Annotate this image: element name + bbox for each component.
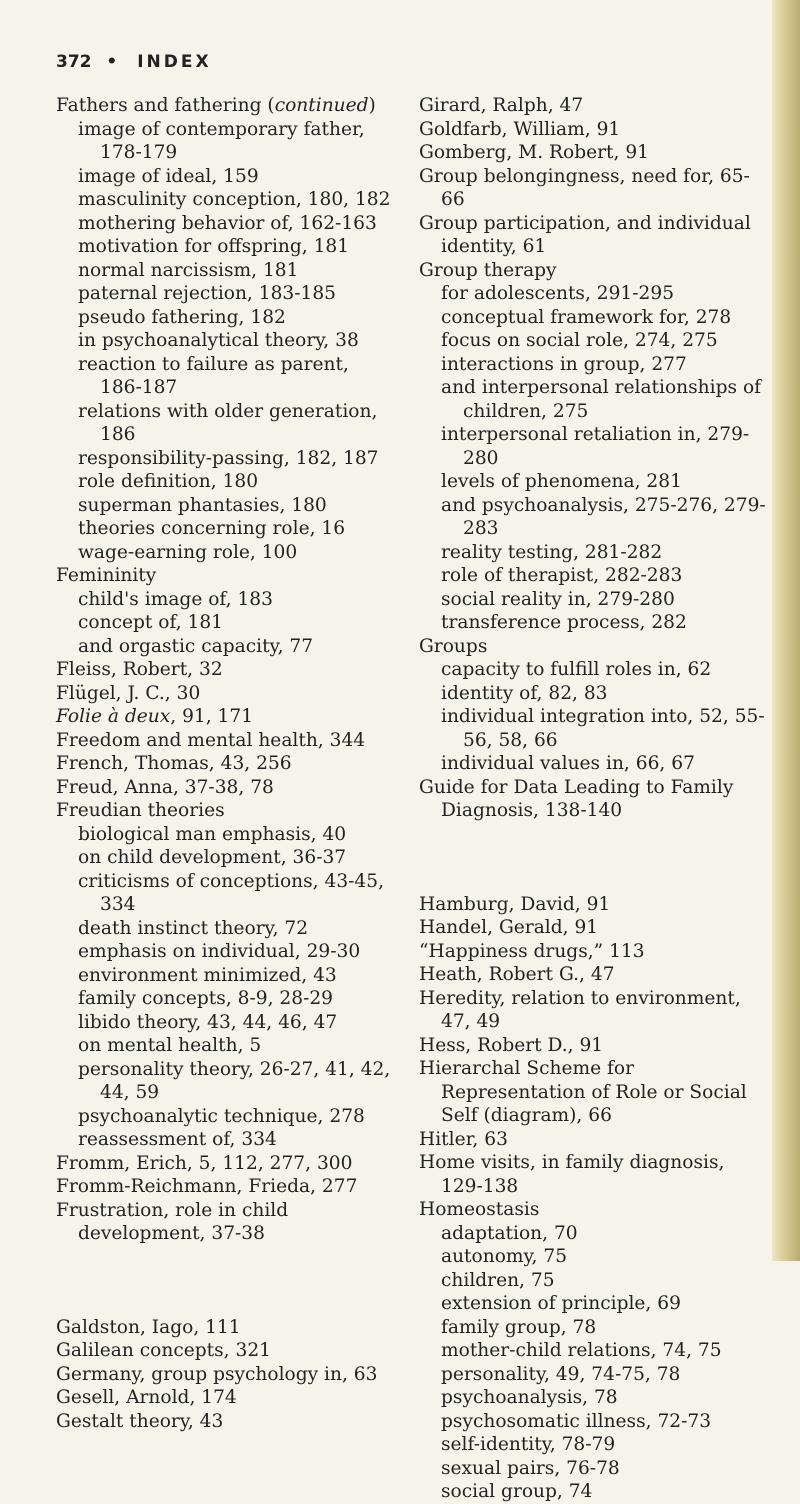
index-entry: Gesell, Arnold, 174 [56, 1387, 237, 1408]
index-entry: Germany, group psychology in, 63 [56, 1363, 378, 1385]
index-entry: Folie à deux, 91, 171 [56, 706, 254, 727]
index-subentry: normal narcissism, 181 [78, 259, 299, 281]
index-subentry: personality theory, 26-27, 41, 42, 44, 59 [78, 1058, 391, 1103]
index-subentry: individual values in, 66, 67 [441, 753, 695, 774]
index-entry: Handel, Gerald, 91 [419, 917, 599, 938]
index-subentry: levels of phenomena, 281 [441, 471, 682, 492]
index-subentry: psychoanalysis, 78 [441, 1387, 618, 1408]
index-entry: “Happiness drugs,” 113 [419, 940, 645, 962]
index-subentry: sexual pairs, 76-78 [441, 1457, 620, 1479]
index-subentry: and psychoanalysis, 275-276, 279-283 [441, 494, 766, 539]
index-subentry: environment minimized, 43 [78, 964, 337, 986]
index-subentry: role definition, 180 [78, 471, 259, 492]
index-subentry: reassessment of, 334 [78, 1129, 277, 1150]
index-subentry: family group, 78 [441, 1316, 597, 1338]
index-subentry: image of contemporary father, 178-179 [78, 118, 365, 163]
index-subentry: family concepts, 8-9, 28-29 [78, 988, 334, 1009]
index-column-right [419, 94, 771, 1504]
index-subentry: interactions in group, 277 [441, 353, 687, 375]
index-entry: French, Thomas, 43, 256 [56, 753, 292, 774]
index-subentry: responsibility-passing, 182, 187 [78, 447, 379, 469]
index-entry: Hamburg, David, 91 [419, 893, 611, 915]
index-subentry: motivation for offspring, 181 [78, 236, 350, 257]
index-subentry: social group, 74 [441, 1481, 593, 1502]
index-entry: Home visits, in family diagnosis, 129-138 [419, 1152, 725, 1197]
page-number: 372 [56, 52, 92, 72]
index-subentry: interpersonal retaliation in, 279-280 [441, 424, 750, 469]
index-subentry: individual integration into, 52, 55-56, 58, 66 [441, 706, 765, 751]
index-subentry: and orgastic capacity, 77 [78, 635, 314, 657]
index-subentry: adaptation, 70 [441, 1222, 578, 1244]
index-subentry: social reality in, 279-280 [441, 588, 675, 610]
index-subentry: conceptual framework for, 278 [441, 306, 732, 328]
index-entry: Gomberg, M. Robert, 91 [419, 142, 649, 163]
index-entry: Guide for Data Leading to Family Diagnosis, 138-140 [419, 776, 734, 821]
index-subentry: mothering behavior of, 162-163 [78, 212, 377, 234]
index-entry: Freedom and mental health, 344 [56, 729, 366, 751]
index-column-left [56, 94, 394, 1433]
index-subentry: focus on social role, 274, 275 [441, 330, 718, 351]
index-subentry: pseudo fathering, 182 [78, 306, 286, 328]
index-subentry: role of therapist, 282-283 [441, 565, 683, 586]
header-title: INDEX [137, 52, 212, 72]
letter-section-gap [419, 823, 771, 893]
index-subentry: biological man emphasis, 40 [78, 823, 347, 845]
index-entry: Homeostasis [419, 1199, 540, 1220]
index-entry: Fromm-Reichmann, Frieda, 277 [56, 1176, 358, 1197]
index-subentry: death instinct theory, 72 [78, 917, 309, 939]
index-entry: Hierarchal Scheme for Representation of Role or Social Self (diagram), 66 [419, 1058, 747, 1126]
index-entry: Flügel, J. C., 30 [56, 682, 201, 704]
index-subentry: concept of, 181 [78, 612, 224, 633]
index-entry: Freudian theories [56, 800, 225, 821]
index-subentry: theories concerning role, 16 [78, 518, 346, 539]
index-entry: Hess, Robert D., 91 [419, 1034, 604, 1056]
letter-section-gap [56, 1246, 394, 1316]
header-bullet: • [106, 52, 121, 72]
index-subentry: in psychoanalytical theory, 38 [78, 330, 359, 351]
index-subentry: autonomy, 75 [441, 1246, 568, 1267]
index-entry: Heredity, relation to environment, 47, 49 [419, 987, 741, 1032]
index-entry: Femininity [56, 565, 157, 586]
index-subentry: identity of, 82, 83 [441, 682, 608, 704]
index-subentry: masculinity conception, 180, 182 [78, 189, 391, 210]
index-subentry: extension of principle, 69 [441, 1293, 681, 1314]
index-subentry: criticisms of conceptions, 43-45, 334 [78, 870, 385, 915]
index-entry: Fromm, Erich, 5, 112, 277, 300 [56, 1152, 353, 1174]
index-entry: Hitler, 63 [419, 1128, 508, 1150]
index-subentry: superman phantasies, 180 [78, 494, 327, 516]
index-subentry: paternal rejection, 183-185 [78, 283, 337, 304]
index-subentry: reality testing, 281-282 [441, 541, 663, 563]
index-subentry: children, 75 [441, 1269, 555, 1291]
index-subentry: on child development, 36-37 [78, 847, 347, 868]
index-entry: Freud, Anna, 37-38, 78 [56, 776, 274, 798]
index-entry: Heath, Robert G., 47 [419, 964, 615, 985]
index-subentry: psychoanalytic technique, 278 [78, 1105, 365, 1127]
index-subentry: child's image of, 183 [78, 588, 273, 610]
index-subentry: on mental health, 5 [78, 1035, 262, 1056]
index-entry: Goldfarb, William, 91 [419, 118, 621, 140]
index-subentry: self-identity, 78-79 [441, 1434, 616, 1455]
index-subentry: psychosomatic illness, 72-73 [441, 1410, 712, 1432]
index-subentry: image of ideal, 159 [78, 165, 259, 187]
running-header [56, 52, 212, 72]
index-subentry: and interpersonal relationships of children, 275 [441, 377, 762, 422]
index-entry: Fathers and fathering (continued) [56, 95, 376, 116]
index-entry: Groups [419, 635, 488, 657]
index-entry: Galdston, Iago, 111 [56, 1316, 241, 1338]
index-subentry: personality, 49, 74-75, 78 [441, 1363, 681, 1385]
index-subentry: for adolescents, 291-295 [441, 283, 675, 304]
index-entry: Group belongingness, need for, 65-66 [419, 165, 750, 210]
index-subentry: wage-earning role, 100 [78, 541, 298, 563]
index-entry: Frustration, role in child development, 37-38 [56, 1199, 289, 1244]
index-subentry: relations with older generation, 186 [78, 400, 378, 445]
index-entry: Girard, Ralph, 47 [419, 95, 584, 116]
index-subentry: mother-child relations, 74, 75 [441, 1340, 722, 1361]
index-entry: Fleiss, Robert, 32 [56, 659, 223, 680]
index-entry: Gestalt theory, 43 [56, 1410, 224, 1432]
index-subentry: transference process, 282 [441, 612, 687, 633]
index-entry: Group participation, and individual identity, 61 [419, 212, 751, 257]
page-edge-shadow [772, 0, 800, 1261]
index-subentry: reaction to failure as parent, 186-187 [78, 353, 349, 398]
index-subentry: libido theory, 43, 44, 46, 47 [78, 1011, 338, 1033]
index-subentry: emphasis on individual, 29-30 [78, 941, 361, 962]
index-entry: Galilean concepts, 321 [56, 1340, 271, 1361]
index-entry: Group therapy [419, 259, 557, 281]
index-subentry: capacity to fulfill roles in, 62 [441, 659, 712, 680]
